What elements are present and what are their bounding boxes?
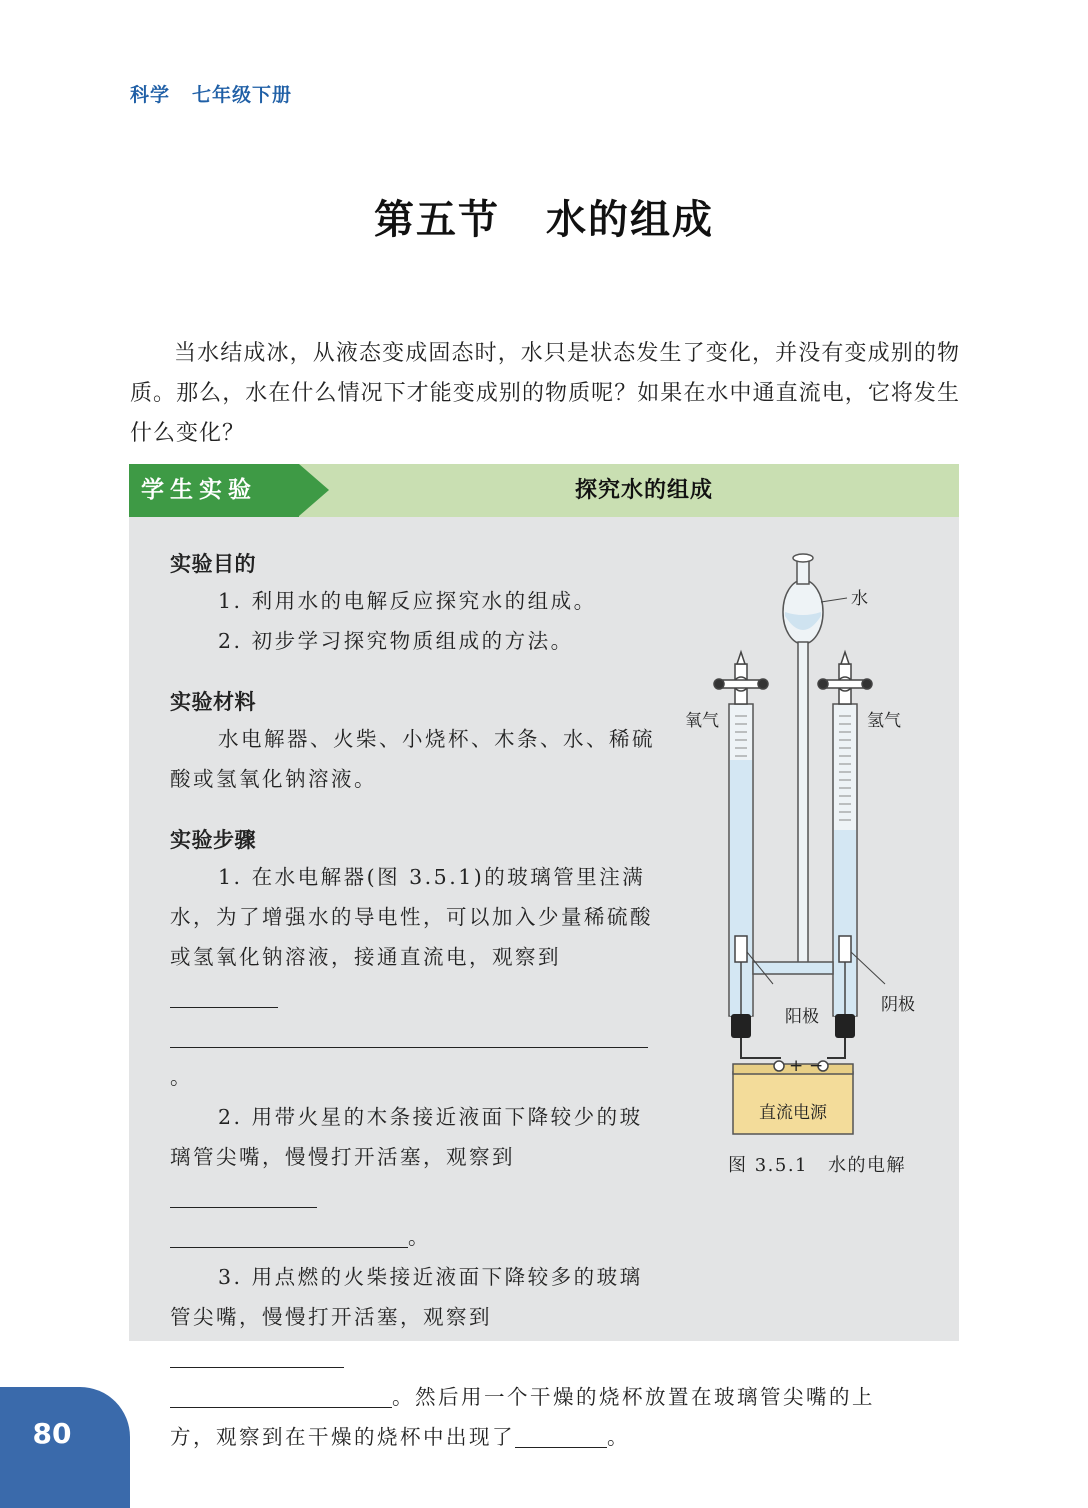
oxygen-label: 氧气 xyxy=(685,711,719,731)
steps-heading: 实验步骤 xyxy=(170,828,256,852)
step1-line3: 或氢氧化钠溶液，接通直流电，观察到 xyxy=(170,937,660,1017)
step3-line1: 3. 用点燃的火柴接近液面下降较多的玻璃 xyxy=(218,1265,643,1289)
connecting-tube xyxy=(753,962,833,974)
answer-blank[interactable] xyxy=(170,1183,317,1208)
running-head xyxy=(130,80,292,107)
electrolysis-figure xyxy=(677,544,937,1184)
answer-blank[interactable] xyxy=(170,983,278,1008)
step3-line3: 。然后用一个干燥的烧杯放置在玻璃管尖嘴的上 xyxy=(170,1377,660,1417)
purpose-item-1: 1. 利用水的电解反应探究水的组成。 xyxy=(218,589,597,613)
step2-line2: 璃管尖嘴，慢慢打开活塞，观察到 xyxy=(170,1137,660,1217)
materials-heading: 实验材料 xyxy=(170,690,256,714)
anode xyxy=(735,936,747,962)
answer-blank[interactable] xyxy=(170,1343,344,1368)
hydrogen-label: 氢气 xyxy=(867,711,901,731)
purpose-heading: 实验目的 xyxy=(170,552,256,576)
caption-number: 图 3.5.1 xyxy=(727,1155,809,1176)
running-head-subject: 科学 xyxy=(130,84,171,106)
step2-line3: 。 xyxy=(170,1217,660,1257)
step3-line2: 管尖嘴，慢慢打开活塞，观察到 xyxy=(170,1297,660,1377)
answer-blank[interactable] xyxy=(515,1423,607,1448)
anode-label: 阳极 xyxy=(785,1007,819,1027)
left-stopcock xyxy=(714,652,768,704)
purpose-item-2: 2. 初步学习探究物质组成的方法。 xyxy=(218,629,574,653)
step1-line1: 1. 在水电解器(图 3.5.1)的玻璃管里注满 xyxy=(218,865,646,889)
answer-blank[interactable] xyxy=(170,1383,392,1408)
cathode-label: 阴极 xyxy=(881,995,915,1015)
section-title xyxy=(0,188,1088,245)
answer-blank[interactable] xyxy=(170,1223,408,1248)
running-head-book: 七年级下册 xyxy=(192,84,293,106)
lab-tag: 学生实验 xyxy=(129,464,299,517)
water-label: 水 xyxy=(851,589,868,609)
section-heading: 水的组成 xyxy=(546,197,714,243)
step3-line4: 方，观察到在干燥的烧杯中出现了 。 xyxy=(170,1425,630,1449)
minus-label: − xyxy=(809,1056,824,1076)
power-label: 直流电源 xyxy=(759,1103,827,1123)
figure-caption xyxy=(712,1151,922,1177)
lab-header xyxy=(129,464,959,517)
intro-paragraph: 当水结成冰，从液态变成固态时，水只是状态发生了变化，并没有变成别的物质。那么，水在什么情况下才能变成别的物质呢？如果在水中通直流电，它将发生什么变化？ xyxy=(130,341,960,446)
cathode xyxy=(839,936,851,962)
step1-line2: 水，为了增强水的导电性，可以加入少量稀硫酸 xyxy=(170,905,653,929)
reservoir-bulb xyxy=(783,580,823,644)
page-number: 80 xyxy=(32,1417,72,1450)
right-stopcock xyxy=(818,652,872,704)
lab-title: 探究水的组成 xyxy=(574,478,713,503)
lab-tag-arrow xyxy=(299,464,329,516)
step1-line4: 。 xyxy=(170,1017,660,1097)
lab-box xyxy=(129,464,959,1449)
section-number: 第五节 xyxy=(374,197,500,243)
materials-text: 水电解器、火柴、小烧杯、木条、水、稀硫酸或氢氧化钠溶液。 xyxy=(170,727,655,791)
caption-text: 水的电解 xyxy=(828,1155,907,1176)
answer-blank[interactable] xyxy=(170,1023,648,1048)
step2-line1: 2. 用带火星的木条接近液面下降较少的玻 xyxy=(218,1105,643,1129)
plus-label: + xyxy=(789,1056,804,1076)
center-stem xyxy=(798,642,808,964)
